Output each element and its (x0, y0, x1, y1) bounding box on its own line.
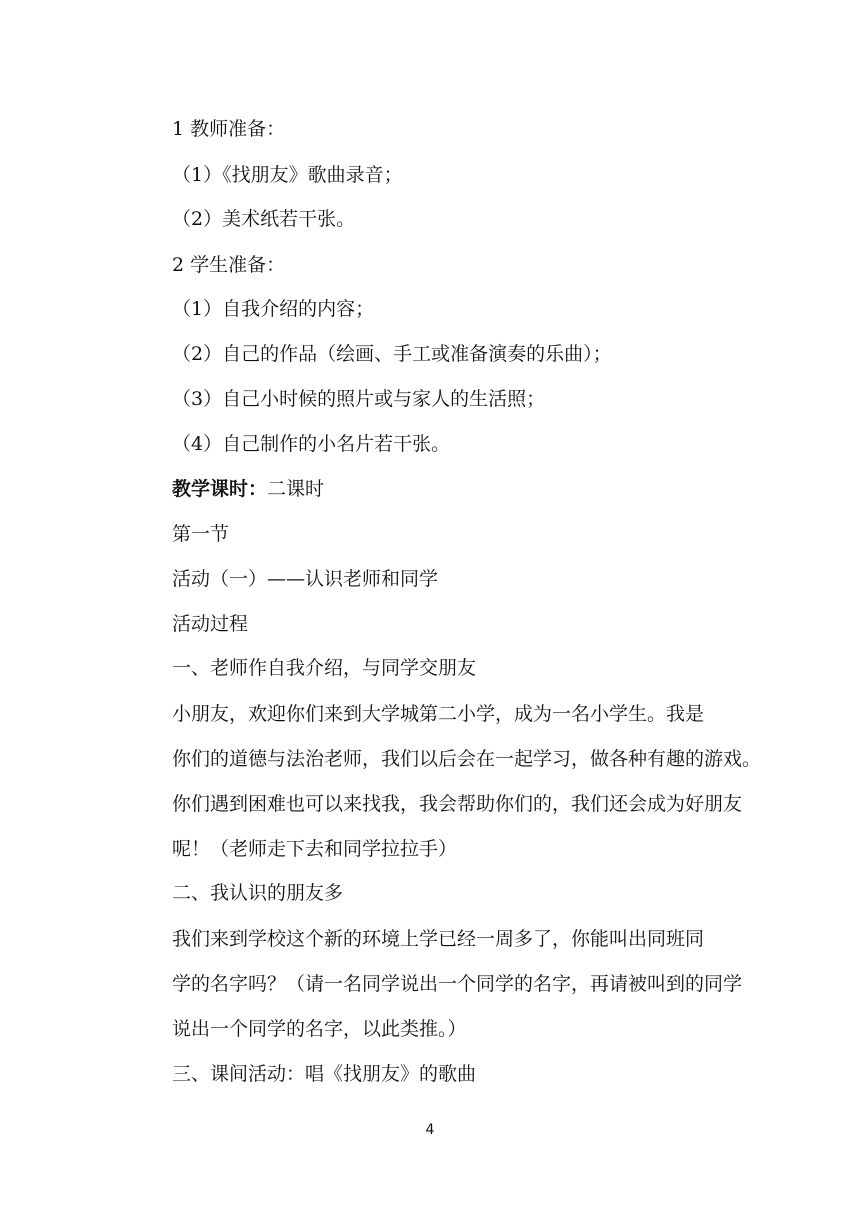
student-prep-heading: 2 学生准备： (172, 254, 286, 276)
page-number: 4 (425, 1122, 435, 1138)
step1-title: 一、老师作自我介绍，与同学交朋友 (172, 657, 477, 679)
student-prep-item-4: （4）自己制作的小名片若干张。 (172, 433, 451, 455)
class-hours-label: 教学课时： (172, 478, 268, 500)
step2-paragraph-line-3: 说出一个同学的名字，以此类推。） (172, 1018, 467, 1040)
teacher-prep-item-1: （1）《找朋友》歌曲录音； (172, 164, 403, 186)
teacher-prep-heading: 1 教师准备： (172, 118, 286, 140)
step3-title: 三、课间活动：唱《找朋友》的歌曲 (172, 1063, 477, 1085)
teacher-prep-item-2: （2）美术纸若干张。 (172, 208, 356, 230)
section-title: 第一节 (172, 523, 230, 545)
step2-paragraph-line-2: 学的名字吗？（请一名同学说出一个同学的名字，再请被叫到的同学 (172, 973, 743, 995)
step1-paragraph-line-1: 小朋友，欢迎你们来到大学城第二小学，成为一名小学生。我是 (172, 703, 705, 725)
student-prep-item-2: （2）自己的作品（绘画、手工或准备演奏的乐曲）； (172, 343, 612, 365)
step2-paragraph-line-1: 我们来到学校这个新的环境上学已经一周多了，你能叫出同班同 (172, 928, 705, 950)
class-hours (172, 477, 324, 501)
student-prep-item-1: （1）自我介绍的内容； (172, 298, 375, 320)
step2-title: 二、我认识的朋友多 (172, 882, 344, 904)
class-hours-value: 二课时 (267, 478, 325, 500)
activity-title: 活动（一）——认识老师和同学 (172, 568, 439, 590)
step1-paragraph-line-3: 你们遇到困难也可以来找我，我会帮助你们的，我们还会成为好朋友 (172, 793, 743, 815)
step1-paragraph-line-4: 呢！（老师走下去和同学拉拉手） (172, 838, 458, 860)
student-prep-item-3: （3）自己小时候的照片或与家人的生活照； (172, 388, 546, 410)
activity-process: 活动过程 (172, 613, 249, 635)
step1-paragraph-line-2: 你们的道德与法治老师，我们以后会在一起学习，做各种有趣的游戏。 (172, 748, 762, 770)
